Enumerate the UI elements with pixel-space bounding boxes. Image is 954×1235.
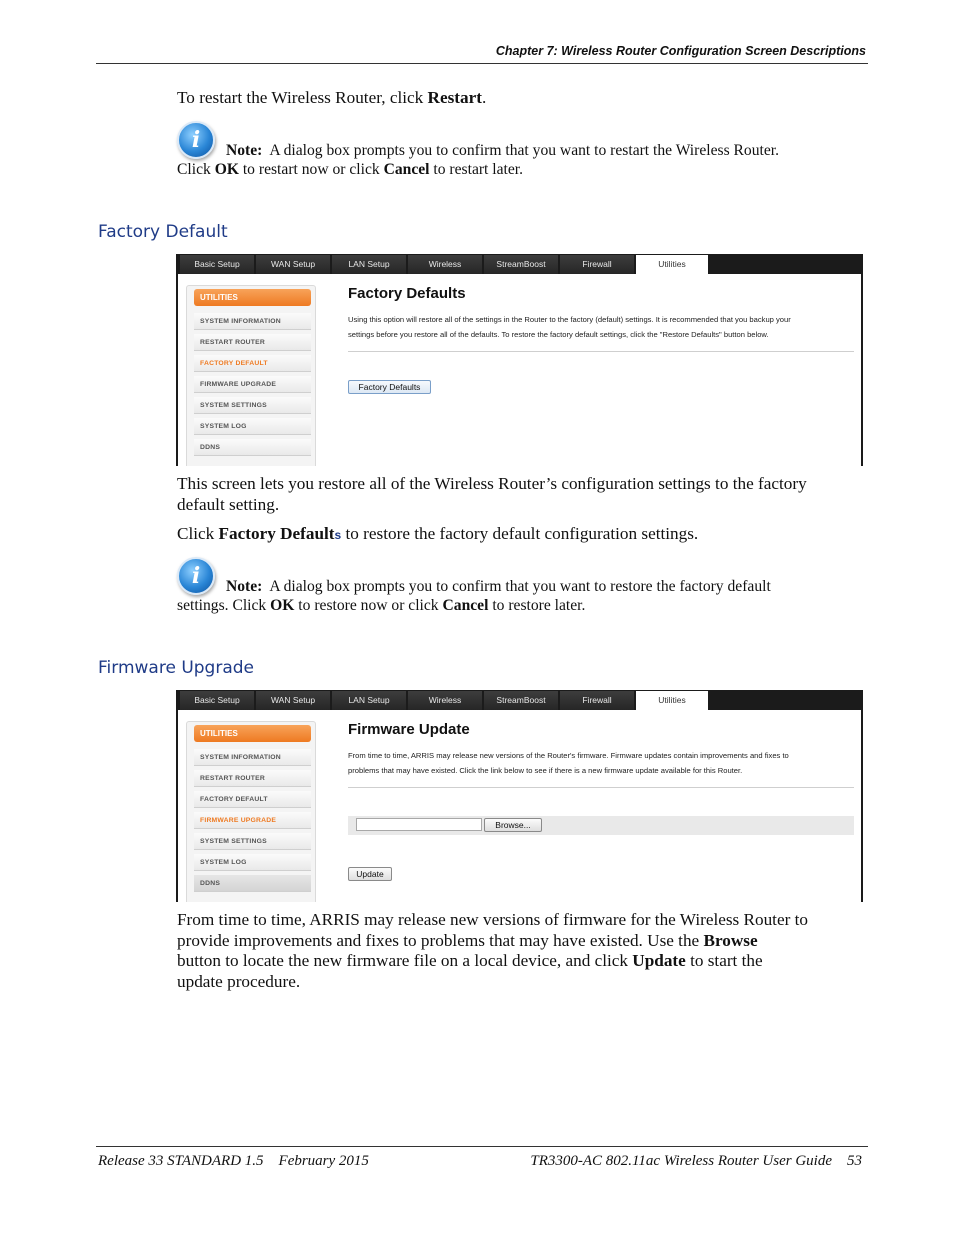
- side-item-factory-default[interactable]: FACTORY DEFAULT: [194, 355, 311, 372]
- firmware-update-description: From time to time, ARRIS may release new versions of the Router's firmware. Firmware updates contain improvements and fixes to problems that may have existed. Click the link below to see if there is a new firmware update available for this Router.: [348, 751, 789, 775]
- side-item-system-log[interactable]: SYSTEM LOG: [194, 418, 311, 435]
- factory-defaults-button[interactable]: Factory Defaults: [348, 380, 431, 394]
- side-item-system-log[interactable]: SYSTEM LOG: [194, 854, 311, 871]
- factory-defaults-title: Factory Defaults: [348, 285, 466, 302]
- info-icon: i: [177, 121, 215, 159]
- chapter-title: : Wireless Router Configuration Screen Descriptions: [553, 44, 866, 58]
- tab-firewall[interactable]: Firewall: [560, 691, 634, 710]
- chapter-header: [496, 44, 866, 58]
- side-item-system-information[interactable]: SYSTEM INFORMATION: [194, 749, 311, 766]
- firmware-upgrade-heading: Firmware Upgrade: [98, 658, 254, 678]
- side-item-firmware-upgrade[interactable]: FIRMWARE UPGRADE: [194, 376, 311, 393]
- tab-streamboost[interactable]: StreamBoost: [484, 691, 558, 710]
- side-item-system-settings[interactable]: SYSTEM SETTINGS: [194, 833, 311, 850]
- tab-wireless[interactable]: Wireless: [408, 255, 482, 274]
- factory-default-instruction: Click Factory Defaults to restore the factory default configuration settings.: [177, 524, 699, 543]
- tab-utilities[interactable]: Utilities: [636, 255, 708, 274]
- side-item-ddns[interactable]: DDNS: [194, 875, 311, 892]
- side-item-system-settings[interactable]: SYSTEM SETTINGS: [194, 397, 311, 414]
- firmware-upgrade-description: From time to time, ARRIS may release new versions of firmware for the Wireless Router to provide improvements and fixes to problems that may have existed. Use the Browse button to locate the new firmware file on a local device, and click Update to start the update procedure.: [177, 910, 808, 991]
- content-divider: [348, 787, 854, 788]
- tab-bar: [178, 254, 861, 274]
- side-menu-header: UTILITIES: [194, 289, 311, 306]
- tab-lan-setup[interactable]: LAN Setup: [332, 691, 406, 710]
- tab-basic-setup[interactable]: Basic Setup: [180, 691, 254, 710]
- factory-default-description: This screen lets you restore all of the Wireless Router’s configuration settings to the factory default setting.: [177, 474, 807, 514]
- update-button[interactable]: Update: [348, 867, 392, 881]
- tab-wireless[interactable]: Wireless: [408, 691, 482, 710]
- content-divider: [348, 351, 854, 352]
- factory-default-note: Note: A dialog box prompts you to confirm that you want to restore the factory default settings. Click OK to restore now or click Cancel to restore later.: [177, 578, 771, 614]
- tab-wan-setup[interactable]: WAN Setup: [256, 255, 330, 274]
- factory-default-screenshot: [176, 254, 863, 466]
- side-item-ddns[interactable]: DDNS: [194, 439, 311, 456]
- restart-note: Note: A dialog box prompts you to confirm that you want to restart the Wireless Router. Click OK to restart now or click Cancel to restart later.: [177, 142, 780, 178]
- tab-streamboost[interactable]: StreamBoost: [484, 255, 558, 274]
- tab-lan-setup[interactable]: LAN Setup: [332, 255, 406, 274]
- footer-guide-page: TR3300-AC 802.11ac Wireless Router User Guide 53: [530, 1153, 862, 1169]
- factory-default-heading: Factory Default: [98, 222, 228, 242]
- firmware-file-input[interactable]: [356, 818, 482, 831]
- tab-wan-setup[interactable]: WAN Setup: [256, 691, 330, 710]
- chapter-number: Chapter 7: [495, 44, 554, 58]
- tab-basic-setup[interactable]: Basic Setup: [180, 255, 254, 274]
- info-icon: i: [177, 557, 215, 595]
- side-item-system-information[interactable]: SYSTEM INFORMATION: [194, 313, 311, 330]
- side-item-factory-default[interactable]: FACTORY DEFAULT: [194, 791, 311, 808]
- restart-intro: To restart the Wireless Router, click Restart.: [177, 88, 487, 107]
- side-menu: [186, 721, 316, 902]
- side-item-firmware-upgrade[interactable]: FIRMWARE UPGRADE: [194, 812, 311, 829]
- side-item-restart-router[interactable]: RESTART ROUTER: [194, 334, 311, 351]
- tab-bar: [178, 690, 861, 710]
- firmware-update-title: Firmware Update: [348, 721, 470, 738]
- factory-defaults-description: Using this option will restore all of the settings in the Router to the factory (default) settings. It is recommended that you backup your settings before you restore all of the defaults. To restore the factory default settings, click the "Restore Defaults" button below.: [348, 315, 791, 339]
- side-item-restart-router[interactable]: RESTART ROUTER: [194, 770, 311, 787]
- side-menu-header: UTILITIES: [194, 725, 311, 742]
- header-rule: [96, 63, 868, 64]
- tab-utilities[interactable]: Utilities: [636, 691, 708, 710]
- side-menu: [186, 285, 316, 466]
- browse-button[interactable]: Browse...: [484, 818, 542, 832]
- footer-release: Release 33 STANDARD 1.5 February 2015: [98, 1153, 369, 1169]
- footer-rule: [96, 1146, 868, 1147]
- firmware-upgrade-screenshot: [176, 690, 863, 902]
- tab-firewall[interactable]: Firewall: [560, 255, 634, 274]
